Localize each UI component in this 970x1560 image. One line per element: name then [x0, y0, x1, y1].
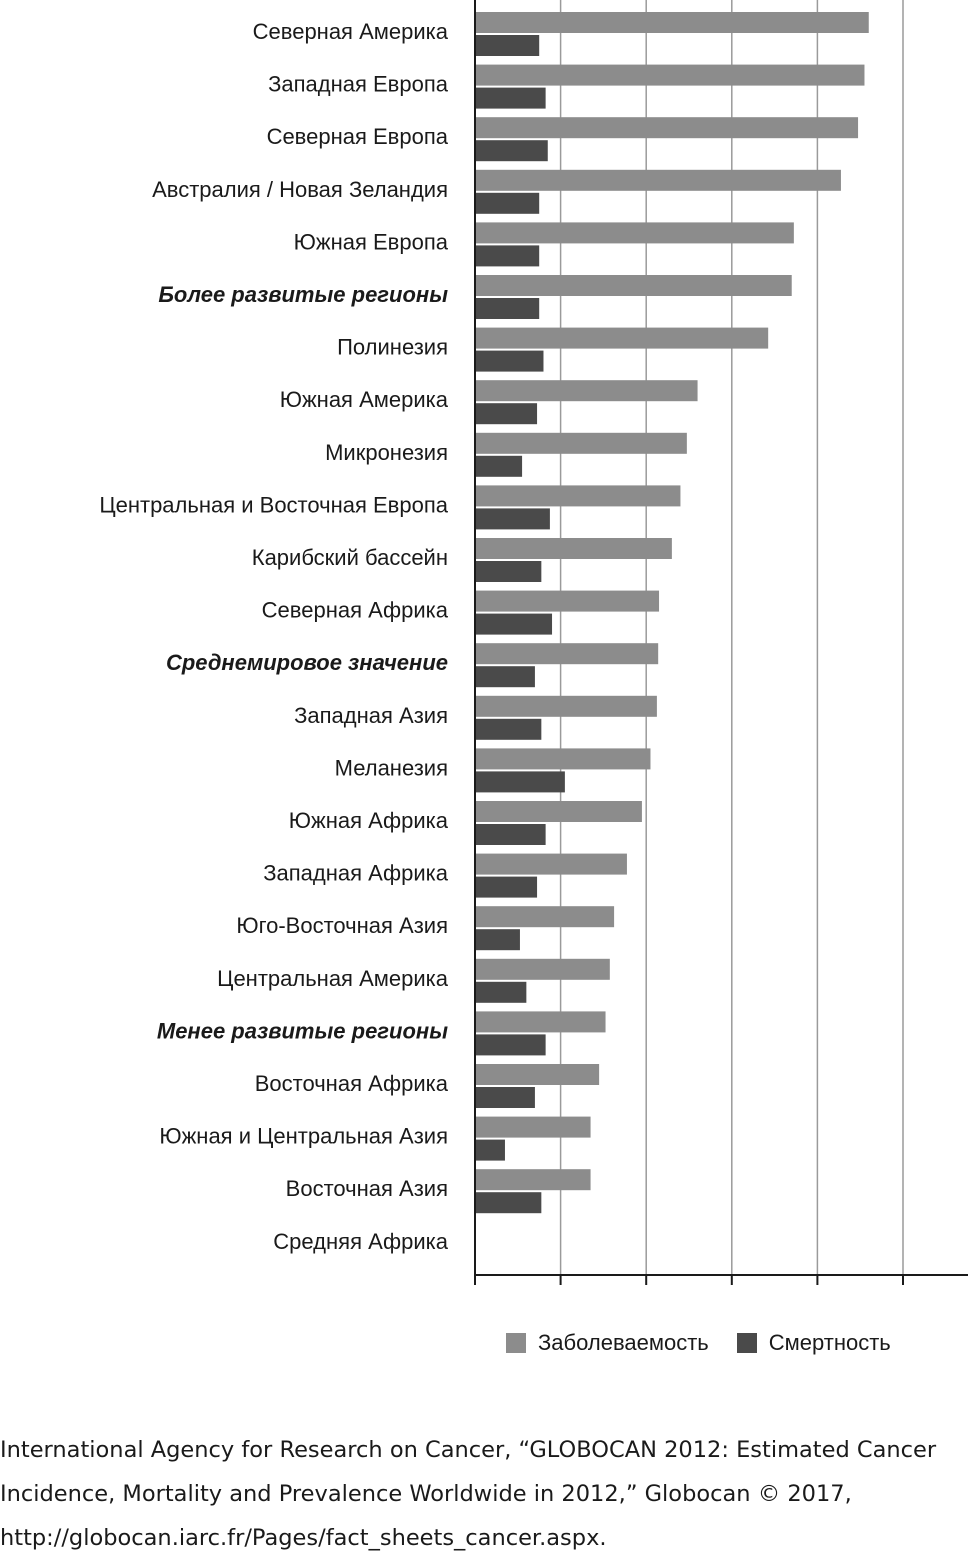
- bar-mortality-14: [475, 771, 565, 792]
- category-label-18: Центральная Америка: [217, 965, 448, 991]
- category-label-13: Западная Азия: [294, 702, 448, 728]
- legend-item-incidence: [506, 1330, 709, 1356]
- bar-mortality-7: [475, 403, 537, 424]
- bar-mortality-20: [475, 1087, 535, 1108]
- bar-mortality-9: [475, 508, 550, 529]
- bar-incidence-0: [475, 12, 869, 33]
- category-label-20: Восточная Африка: [254, 1071, 448, 1096]
- legend-swatch-incidence: [506, 1333, 526, 1353]
- bar-mortality-17: [475, 929, 520, 950]
- bar-mortality-22: [475, 1192, 541, 1213]
- bar-incidence-8: [475, 433, 687, 454]
- source-citation: [0, 1428, 970, 1560]
- axes: [475, 0, 968, 1285]
- bar-mortality-15: [475, 824, 546, 845]
- category-label-12: Среднемировое значение: [165, 650, 448, 676]
- bar-mortality-2: [475, 140, 548, 161]
- bar-incidence-21: [475, 1117, 591, 1138]
- bar-incidence-16: [475, 854, 627, 875]
- category-label-14: Меланезия: [334, 755, 448, 781]
- bar-mortality-18: [475, 982, 526, 1003]
- legend-item-mortality: [737, 1330, 891, 1356]
- category-label-0: Северная Америка: [252, 19, 448, 44]
- bar-mortality-4: [475, 245, 539, 266]
- category-labels: [99, 19, 448, 1254]
- bar-incidence-13: [475, 696, 657, 717]
- category-label-10: Карибский бассейн: [251, 545, 448, 570]
- bar-incidence-2: [475, 117, 858, 138]
- category-label-3: Австралия / Новая Зеландия: [152, 176, 448, 202]
- category-label-8: Микронезия: [325, 439, 448, 465]
- bar-mortality-6: [475, 351, 543, 372]
- bar-incidence-1: [475, 65, 864, 86]
- bar-incidence-12: [475, 643, 658, 664]
- category-label-17: Юго-Восточная Азия: [236, 913, 448, 939]
- bar-mortality-1: [475, 88, 546, 109]
- bar-mortality-12: [475, 666, 535, 687]
- category-label-1: Западная Европа: [268, 71, 448, 97]
- legend-label-mortality: Смертность: [768, 1330, 891, 1355]
- source-line-3: http://globocan.iarc.fr/Pages/fact_sheets_cancer.aspx.: [0, 1525, 607, 1551]
- bar-mortality-10: [475, 561, 541, 582]
- bar-mortality-0: [475, 35, 539, 56]
- bar-mortality-16: [475, 877, 537, 898]
- source-line-1: International Agency for Research on Cancer, “GLOBOCAN 2012: Estimated Cancer: [0, 1437, 937, 1463]
- bar-incidence-9: [475, 485, 680, 506]
- legend: [506, 1328, 919, 1358]
- bar-incidence-17: [475, 906, 614, 927]
- bar-incidence-22: [475, 1169, 591, 1190]
- category-label-11: Северная Африка: [261, 597, 448, 623]
- bar-incidence-19: [475, 1011, 606, 1032]
- bar-incidence-5: [475, 275, 792, 296]
- legend-label-incidence: Заболеваемость: [538, 1330, 709, 1355]
- bar-incidence-15: [475, 801, 642, 822]
- bar-mortality-21: [475, 1140, 505, 1161]
- category-label-23: Средняя Африка: [273, 1228, 448, 1254]
- bar-mortality-19: [475, 1034, 546, 1055]
- category-label-16: Западная Африка: [263, 860, 448, 886]
- category-label-21: Южная и Центральная Азия: [159, 1123, 448, 1149]
- category-label-2: Северная Европа: [266, 124, 448, 150]
- category-label-15: Южная Африка: [288, 808, 448, 833]
- legend-swatch-mortality: [737, 1333, 757, 1353]
- bar-mortality-3: [475, 193, 539, 214]
- category-label-6: Полинезия: [337, 334, 448, 360]
- bar-incidence-10: [475, 538, 672, 559]
- bar-incidence-18: [475, 959, 610, 980]
- category-label-5: Более развитые регионы: [158, 282, 448, 307]
- gridlines: [561, 0, 903, 1275]
- category-label-4: Южная Европа: [293, 229, 448, 255]
- category-label-9: Центральная и Восточная Европа: [99, 492, 448, 518]
- bar-mortality-8: [475, 456, 522, 477]
- bar-incidence-11: [475, 591, 659, 612]
- bar-incidence-20: [475, 1064, 599, 1085]
- category-label-7: Южная Америка: [279, 387, 448, 413]
- bar-mortality-11: [475, 614, 552, 635]
- bar-mortality-5: [475, 298, 539, 319]
- bar-incidence-3: [475, 170, 841, 191]
- bar-incidence-14: [475, 748, 650, 769]
- bar-incidence-4: [475, 222, 794, 243]
- category-label-19: Менее развитые регионы: [156, 1018, 448, 1044]
- category-label-22: Восточная Азия: [285, 1176, 448, 1202]
- bar-incidence-6: [475, 328, 768, 349]
- bar-mortality-13: [475, 719, 541, 740]
- source-line-2: Incidence, Mortality and Prevalence Worldwide in 2012,” Globocan © 2017,: [0, 1481, 852, 1507]
- bars: [475, 12, 869, 1213]
- bar-incidence-7: [475, 380, 698, 401]
